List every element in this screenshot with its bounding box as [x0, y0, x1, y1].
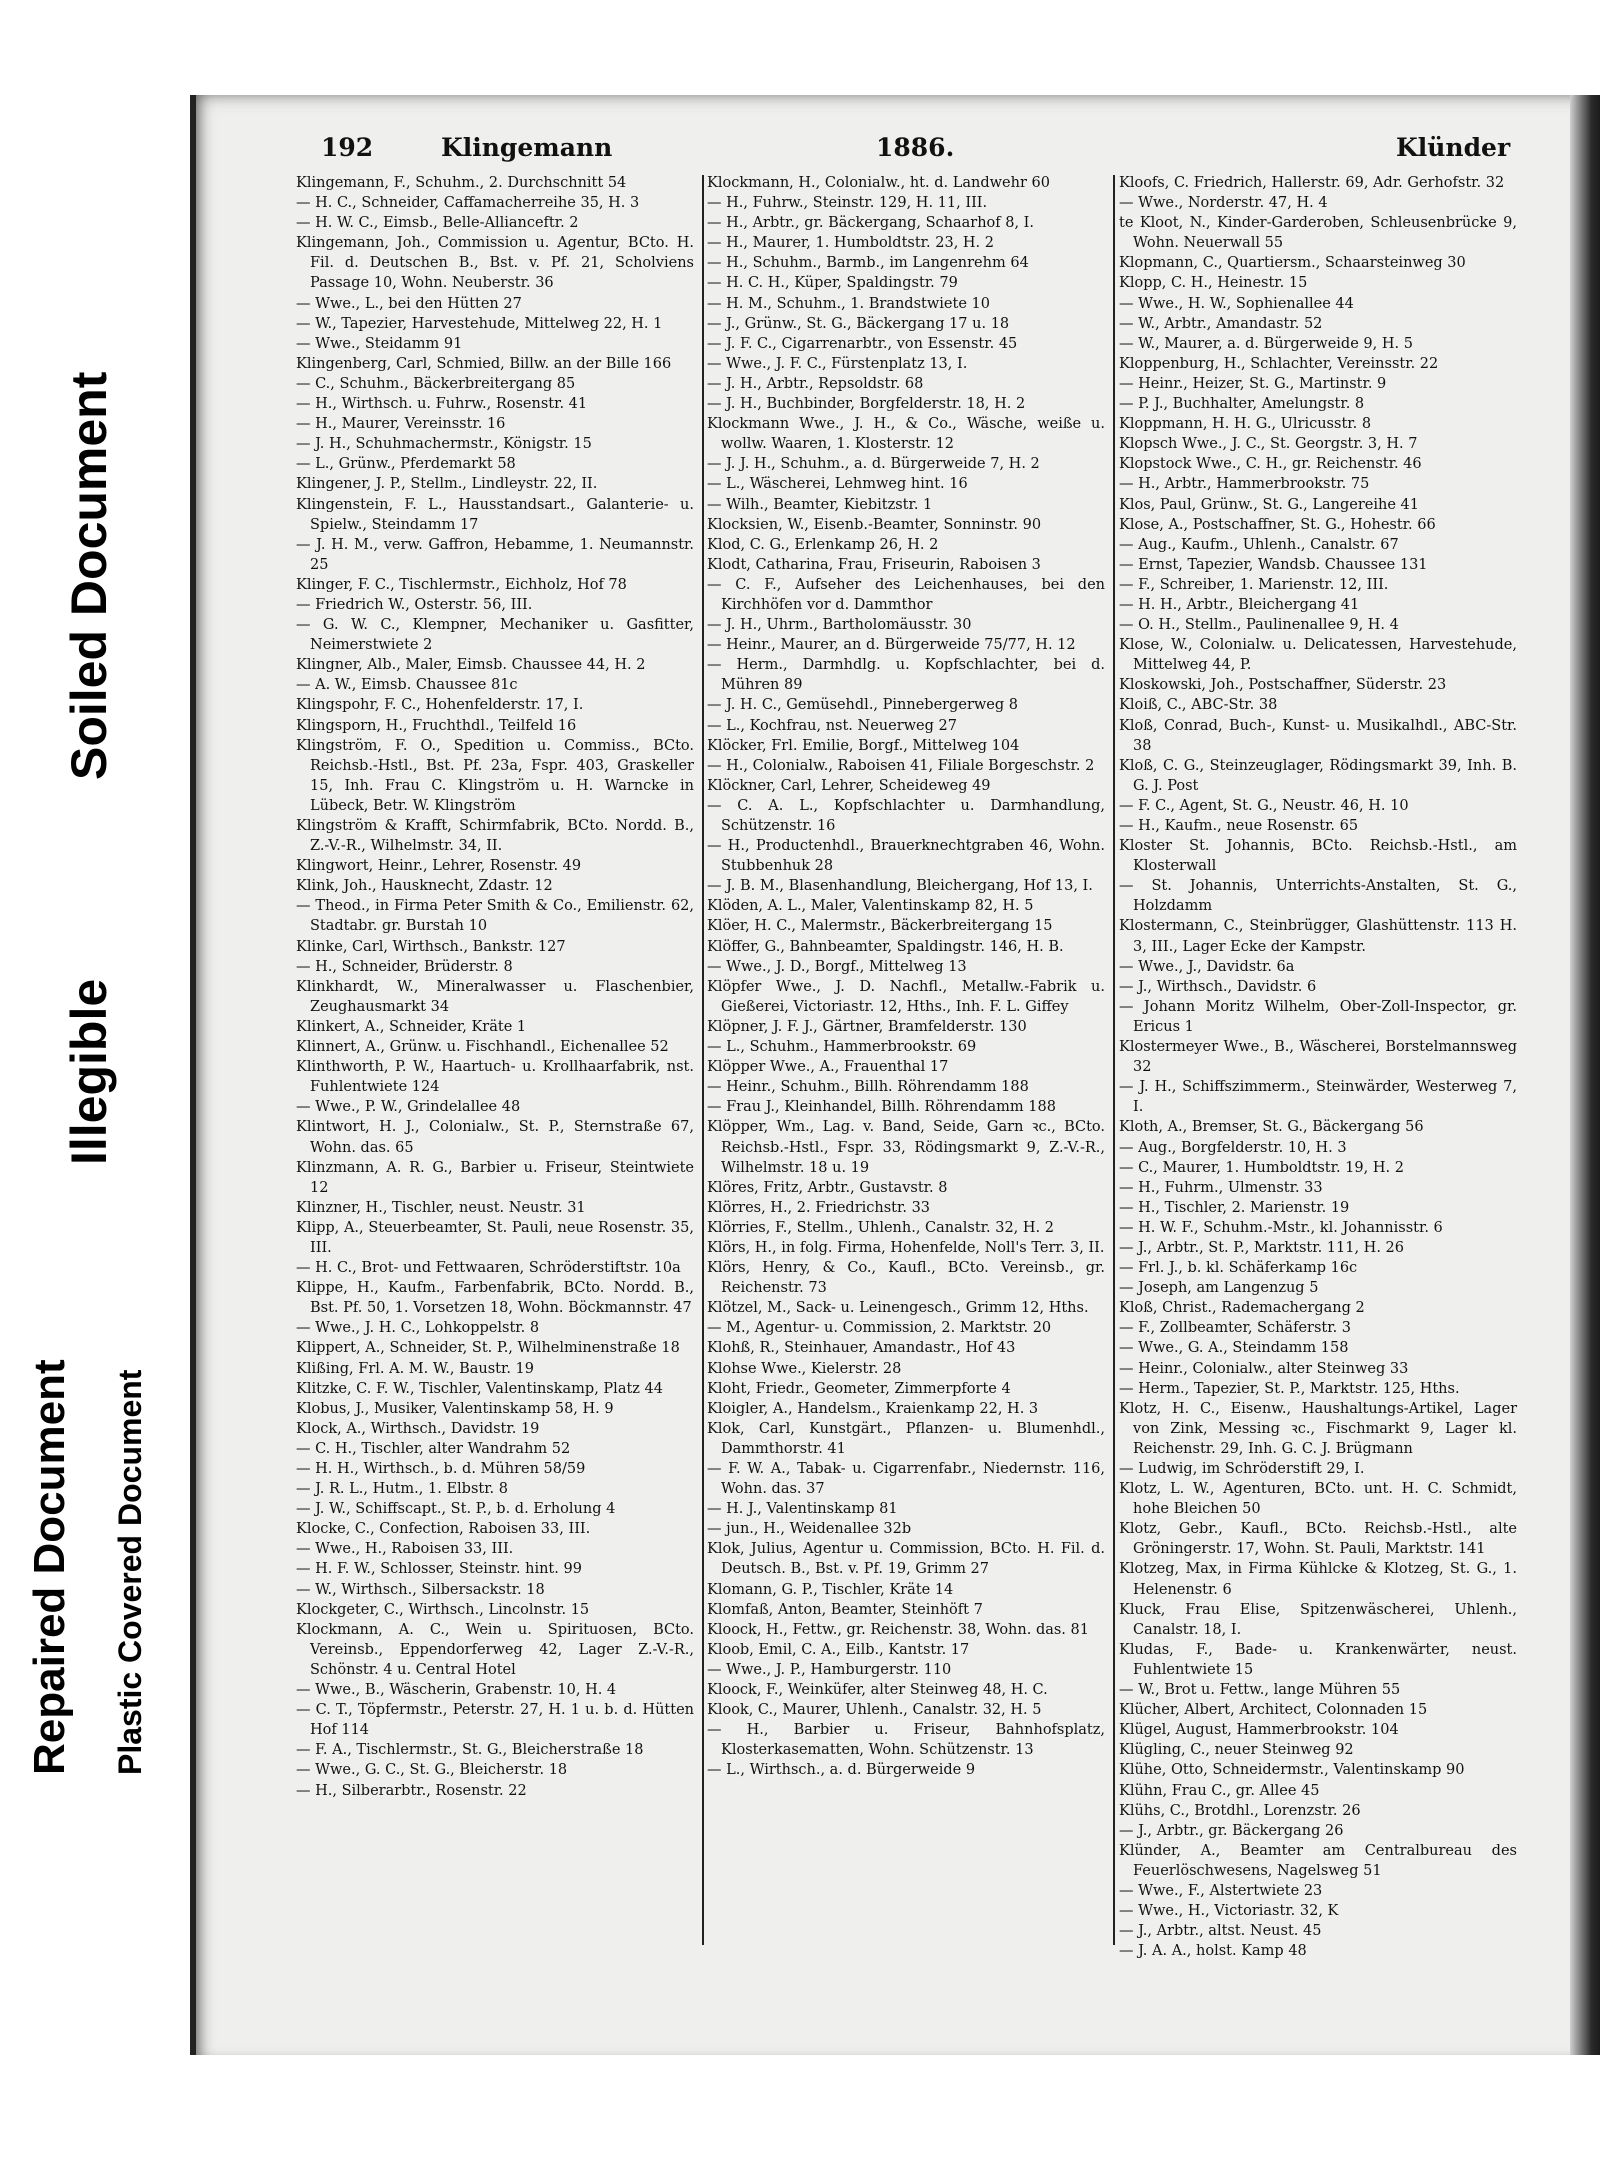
directory-entry: — H., Fuhrm., Ulmenstr. 33: [1119, 1179, 1323, 1196]
directory-entry: Klingemann, Joh., Commission u. Agentur, BCto. H. Fil. d. Deutschen B., Bst. v. Pf. 21, Scholviens Passage 10, Wohn. Neuberstr. 36: [296, 235, 694, 292]
directory-entry: — J., Arbtr., St. P., Marktstr. 111, H. 26: [1119, 1239, 1404, 1256]
directory-entry: — Wwe., G. A., Steindamm 158: [1119, 1340, 1349, 1357]
directory-entry: — J. H., Arbtr., Repsoldstr. 68: [707, 375, 924, 392]
directory-entry: — H., Barbier u. Friseur, Bahnhofsplatz, Klosterkasematten, Wohn. Schützenstr. 13: [707, 1722, 1105, 1759]
directory-entry: Klörs, H., in folg. Firma, Hohenfelde, Noll's Terr. 3, II.: [707, 1239, 1105, 1256]
directory-entry: — G. W. C., Klempner, Mechaniker u. Gasfitter, Neimerstwiete 2: [296, 617, 694, 654]
directory-entry: — H. M., Schuhm., 1. Brandstwiete 10: [707, 295, 990, 312]
directory-entry: Klingener, J. P., Stellm., Lindleystr. 22, II.: [296, 476, 598, 493]
directory-entry: — Wwe., L., bei den Hütten 27: [296, 295, 522, 312]
directory-entry: Klotz, L. W., Agenturen, BCto. unt. H. C. Schmidt, hohe Bleichen 50: [1119, 1481, 1517, 1518]
directory-entry: — Wwe., J. F. C., Fürstenplatz 13, I.: [707, 355, 968, 372]
directory-entry: Klose, W., Colonialw. u. Delicatessen, Harvestehude, Mittelweg 44, P.: [1119, 637, 1517, 674]
directory-entry: Klockgeter, C., Wirthsch., Lincolnstr. 15: [296, 1601, 590, 1618]
plastic-covered-document-label: Plastic Covered Document: [112, 1369, 148, 1775]
directory-entry: — J. B. M., Blasenhandlung, Bleichergang, Hof 13, I.: [707, 878, 1093, 895]
directory-entry: Klinzmann, A. R. G., Barbier u. Friseur, Steintwiete 12: [296, 1159, 694, 1196]
directory-entry: Klinkert, A., Schneider, Kräte 1: [296, 1018, 527, 1035]
directory-entry: — C. A. L., Kopfschlachter u. Darmhandlung, Schützenstr. 16: [707, 797, 1105, 834]
directory-entry: — Frl. J., b. kl. Schäferkamp 16c: [1119, 1260, 1358, 1277]
directory-entry: Klippert, A., Schneider, St. P., Wilhelminenstraße 18: [296, 1340, 680, 1357]
header-right-word: Klünder: [1396, 133, 1511, 162]
directory-entry: — H., Arbtr., Hammerbrookstr. 75: [1119, 476, 1370, 493]
directory-entry: Klöckner, Carl, Lehrer, Scheideweg 49: [707, 777, 991, 794]
directory-entry: Klöpfer Wwe., J. D. Nachfl., Metallw.-Fabrik u. Gießerei, Victoriastr. 12, Hths., Inh. F. L. Giffey: [707, 978, 1105, 1015]
directory-entry: Kloß, Conrad, Buch-, Kunst- u. Musikalhdl., ABC-Str. 38: [1119, 717, 1517, 754]
directory-entry: Kludas, F., Bade- u. Krankenwärter, neust. Fuhlentwiete 15: [1119, 1641, 1517, 1678]
directory-entry: Klopsch Wwe., J. C., St. Georgstr. 3, H. 7: [1119, 436, 1418, 453]
directory-entry: — Herm., Darmhdlg. u. Kopfschlachter, bei d. Mühren 89: [707, 657, 1105, 694]
archive-side-labels: [0, 0, 190, 2177]
directory-entry: Klockmann, A. C., Wein u. Spirituosen, BCto. Vereinsb., Eppendorferweg 42, Lager Z.-V.-R., Schönstr. 4 u. Central Hotel: [296, 1621, 694, 1678]
directory-entry: Klok, Carl, Kunstgärt., Pflanzen- u. Blumenhdl., Dammthorstr. 41: [707, 1420, 1105, 1457]
directory-entry: Klocke, C., Confection, Raboisen 33, III.: [296, 1521, 591, 1538]
directory-column-3: [1119, 173, 1517, 1961]
directory-entry: Klöden, A. L., Maler, Valentinskamp 82, H. 5: [707, 898, 1034, 915]
directory-entry: Klörres, H., 2. Friedrichstr. 33: [707, 1199, 931, 1216]
directory-entry: — J. H., Buchbinder, Borgfelderstr. 18, H. 2: [707, 396, 1026, 413]
directory-entry: Kloob, Emil, C. A., Eilb., Kantstr. 17: [707, 1641, 970, 1658]
directory-entry: Klöcker, Frl. Emilie, Borgf., Mittelweg 104: [707, 737, 1020, 754]
directory-entry: — H. H., Arbtr., Bleichergang 41: [1119, 596, 1360, 613]
directory-entry: Kloht, Friedr., Geometer, Zimmerpforte 4: [707, 1380, 1011, 1397]
directory-entry: — L., Schuhm., Hammerbrookstr. 69: [707, 1039, 977, 1056]
directory-entry: Klomann, G. P., Tischler, Kräte 14: [707, 1581, 954, 1598]
directory-entry: Kloß, Christ., Rademachergang 2: [1119, 1300, 1365, 1317]
directory-entry: Klinger, F. C., Tischlermstr., Eichholz, Hof 78: [296, 576, 627, 593]
directory-entry: Klingspohr, F. C., Hohenfelderstr. 17, I.: [296, 697, 584, 714]
directory-entry: — L., Wäscherei, Lehmweg hint. 16: [707, 476, 968, 493]
directory-entry: — H. H., Wirthsch., b. d. Mühren 58/59: [296, 1461, 586, 1477]
directory-entry: — W., Arbtr., Amandastr. 52: [1119, 315, 1323, 332]
directory-entry: — Ernst, Tapezier, Wandsb. Chaussee 131: [1119, 556, 1428, 573]
directory-entry: — H. C., Brot- und Fettwaaren, Schröderstiftstr. 10a: [296, 1260, 681, 1277]
directory-entry: Klopp, C. H., Heinestr. 15: [1119, 275, 1308, 292]
header-left-word: Klingemann: [441, 133, 613, 162]
directory-entry: — Wwe., Steidamm 91: [296, 335, 463, 352]
directory-entry: Klink, Joh., Hausknecht, Zdastr. 12: [296, 878, 553, 895]
directory-entry: Klitzke, C. F. W., Tischler, Valentinskamp, Platz 44: [296, 1380, 663, 1397]
directory-entry: — Wwe., J. D., Borgf., Mittelweg 13: [707, 958, 967, 975]
page-number: 192: [321, 133, 374, 162]
directory-entry: — J. R. L., Hutm., 1. Elbstr. 8: [296, 1481, 508, 1498]
directory-entry: — H. F. W., Schlosser, Steinstr. hint. 99: [296, 1561, 582, 1578]
directory-entry: — F. W. A., Tabak- u. Cigarrenfabr., Niedernstr. 116, Wohn. das. 37: [707, 1461, 1105, 1498]
directory-entry: — W., Tapezier, Harvestehude, Mittelweg 22, H. 1: [296, 315, 663, 332]
directory-entry: — C., Maurer, 1. Humboldtstr. 19, H. 2: [1119, 1159, 1404, 1176]
directory-entry: Kloock, F., Weinküfer, alter Steinweg 48, H. C.: [707, 1682, 1048, 1699]
directory-entry: Kloiß, C., ABC-Str. 38: [1119, 697, 1278, 714]
directory-entry: Klügling, C., neuer Steinweg 92: [1119, 1742, 1354, 1759]
directory-entry: Klörs, Henry, & Co., Kaufl., BCto. Vereinsb., gr. Reichenstr. 73: [707, 1260, 1105, 1297]
directory-entry: — Aug., Kaufm., Uhlenh., Canalstr. 67: [1119, 536, 1399, 553]
directory-entry: — Wwe., H., Victoriastr. 32, K: [1119, 1903, 1339, 1920]
directory-entry: — H., Silberarbtr., Rosenstr. 22: [296, 1782, 527, 1799]
directory-entry: Klinke, Carl, Wirthsch., Bankstr. 127: [296, 938, 566, 955]
directory-entry: — J., Arbtr., gr. Bäckergang 26: [1119, 1822, 1344, 1839]
directory-entry: — F., Schreiber, 1. Marienstr. 12, III.: [1119, 576, 1389, 593]
column-rule-1: [702, 175, 704, 1945]
directory-entry: Klostermann, C., Steinbrügger, Glashüttenstr. 113 H. 3, III., Lager Ecke der Kampstr.: [1119, 918, 1517, 955]
directory-entry: — Wwe., H., Raboisen 33, III.: [296, 1541, 514, 1558]
directory-entry: — Aug., Borgfelderstr. 10, H. 3: [1119, 1139, 1347, 1156]
directory-entry: — W., Brot u. Fettw., lange Mühren 55: [1119, 1682, 1401, 1699]
directory-entry: Klinnert, A., Grünw. u. Fischhandl., Eichenallee 52: [296, 1039, 669, 1056]
directory-entry: Klinthworth, P. W., Haartuch- u. Krollhaarfabrik, nst. Fuhlentwiete 124: [296, 1059, 694, 1096]
directory-entry: — St. Johannis, Unterrichts-Anstalten, St. G., Holzdamm: [1119, 878, 1517, 915]
directory-entry: — Wwe., G. C., St. G., Bleicherstr. 18: [296, 1762, 568, 1779]
directory-entry: Klöer, H. C., Malermstr., Bäckerbreitergang 15: [707, 918, 1053, 935]
directory-entry: Klöpper, Wm., Lag. v. Band, Seide, Garn ꝛc., BCto. Reichsb.-Hstl., Fspr. 33, Rödingsmarkt 9, Z.-V.-R., Wilhelmstr. 18 u. 19: [707, 1119, 1105, 1176]
directory-entry: Klomfaß, Anton, Beamter, Steinhöft 7: [707, 1601, 983, 1618]
directory-entry: — H. J., Valentinskamp 81: [707, 1501, 898, 1518]
directory-entry: Kloskowski, Joh., Postschaffner, Süderstr. 23: [1119, 677, 1447, 694]
directory-entry: — C. H., Tischler, alter Wandrahm 52: [296, 1440, 571, 1457]
directory-entry: Klingenberg, Carl, Schmied, Billw. an der Bille 166: [296, 355, 672, 372]
directory-entry: Klotz, Gebr., Kaufl., BCto. Reichsb.-Hstl., alte Gröningerstr. 17, Wohn. St. Pauli, Marktstr. 141: [1119, 1521, 1517, 1558]
directory-entry: Kloppenburg, H., Schlachter, Vereinsstr. 22: [1119, 355, 1439, 372]
directory-entry: — Johann Moritz Wilhelm, Ober-Zoll-Inspector, gr. Ericus 1: [1119, 998, 1517, 1035]
directory-entry: Kloock, H., Fettw., gr. Reichenstr. 38, Wohn. das. 81: [707, 1621, 1089, 1638]
directory-entry: Klintwort, H. J., Colonialw., St. P., Sternstraße 67, Wohn. das. 65: [296, 1119, 694, 1156]
directory-entry: — H., Fuhrw., Steinstr. 129, H. 11, III.: [707, 195, 988, 212]
directory-entry: — F., Zollbeamter, Schäferstr. 3: [1119, 1320, 1352, 1337]
directory-entry: Klockmann, H., Colonialw., ht. d. Landwehr 60: [707, 175, 1050, 191]
column-rule-2: [1113, 175, 1115, 1945]
repaired-document-label: Repaired Document: [25, 1359, 74, 1775]
directory-column-1: [296, 173, 694, 1801]
directory-entry: — L., Wirthsch., a. d. Bürgerweide 9: [707, 1762, 976, 1779]
directory-page: [190, 95, 1600, 2055]
directory-entry: — Wwe., J. H. C., Lohkoppelstr. 8: [296, 1320, 540, 1337]
directory-entry: Klingemann, F., Schuhm., 2. Durchschnitt 54: [296, 175, 627, 191]
directory-entry: Klopmann, C., Quartiersm., Schaarsteinweg 30: [1119, 255, 1466, 272]
page-edge-shadow: [1570, 95, 1600, 2055]
directory-entry: — J. H. C., Gemüsehdl., Pinnebergerweg 8: [707, 697, 1018, 714]
directory-entry: — Wwe., J. P., Hamburgerstr. 110: [707, 1661, 952, 1678]
directory-entry: — H., Productenhdl., Brauerknechtgraben 46, Wohn. Stubbenhuk 28: [707, 838, 1105, 875]
header-year: 1886.: [876, 133, 955, 162]
directory-entry: Klügel, August, Hammerbrookstr. 104: [1119, 1722, 1399, 1739]
directory-entry: Klöpner, J. F. J., Gärtner, Bramfelderstr. 130: [707, 1018, 1027, 1035]
directory-entry: — Heinr., Heizer, St. G., Martinstr. 9: [1119, 375, 1387, 392]
directory-entry: — Theod., in Firma Peter Smith & Co., Emilienstr. 62, Stadtabr. gr. Burstah 10: [296, 898, 694, 935]
directory-entry: — Wwe., J., Davidstr. 6a: [1119, 958, 1295, 975]
directory-entry: — Wwe., F., Alstertwiete 23: [1119, 1882, 1323, 1899]
directory-entry: Klok, Julius, Agentur u. Commission, BCto. H. Fil. d. Deutsch. B., Bst. v. Pf. 19, Grimm 27: [707, 1541, 1105, 1578]
directory-entry: — H., Maurer, 1. Humboldtstr. 23, H. 2: [707, 235, 994, 252]
directory-entry: — O. H., Stellm., Paulinenallee 9, H. 4: [1119, 617, 1399, 634]
directory-entry: — Herm., Tapezier, St. P., Marktstr. 125, Hths.: [1119, 1380, 1460, 1397]
directory-entry: — Wwe., B., Wäscherin, Grabenstr. 10, H. 4: [296, 1682, 617, 1699]
directory-entry: — W., Wirthsch., Silbersackstr. 18: [296, 1581, 545, 1598]
directory-entry: — H., Schneider, Brüderstr. 8: [296, 958, 513, 975]
directory-entry: — C., Schuhm., Bäckerbreitergang 85: [296, 375, 576, 392]
directory-entry: Klühs, C., Brotdhl., Lorenzstr. 26: [1119, 1802, 1361, 1819]
directory-entry: — H., Colonialw., Raboisen 41, Filiale Borgeschstr. 2: [707, 757, 1095, 774]
directory-entry: Klobus, J., Musiker, Valentinskamp 58, H. 9: [296, 1400, 614, 1417]
directory-entry: Klos, Paul, Grünw., St. G., Langereihe 41: [1119, 496, 1419, 513]
directory-entry: Klipp, A., Steuerbeamter, St. Pauli, neue Rosenstr. 35, III.: [296, 1219, 694, 1256]
directory-entry: — J. H., Schiffszimmerm., Steinwärder, Westerweg 7, I.: [1119, 1079, 1517, 1116]
directory-entry: — W., Maurer, a. d. Bürgerweide 9, H. 5: [1119, 335, 1413, 352]
directory-entry: — Ludwig, im Schröderstift 29, I.: [1119, 1461, 1365, 1477]
directory-entry: Klingner, Alb., Maler, Eimsb. Chaussee 44, H. 2: [296, 657, 646, 674]
directory-entry: — H. C., Schneider, Caffamacherreihe 35, H. 3: [296, 195, 640, 212]
directory-entry: — L., Grünw., Pferdemarkt 58: [296, 456, 516, 473]
directory-entry: — J., Wirthsch., Davidstr. 6: [1119, 978, 1317, 995]
directory-entry: Klingström & Krafft, Schirmfabrik, BCto. Nordd. B., Z.-V.-R., Wilhelmstr. 34, II.: [296, 818, 694, 855]
directory-entry: — C. F., Aufseher des Leichenhauses, bei den Kirchhöfen vor d. Dammthor: [707, 576, 1105, 613]
directory-entry: — L., Kochfrau, nst. Neuerweg 27: [707, 717, 957, 734]
directory-entry: — J., Grünw., St. G., Bäckergang 17 u. 18: [707, 315, 1010, 332]
directory-entry: Klodt, Catharina, Frau, Friseurin, Raboisen 3: [707, 556, 1041, 573]
directory-entry: — J. F. C., Cigarrenarbtr., von Essenstr. 45: [707, 335, 1018, 352]
page-header: [321, 133, 1551, 169]
directory-entry: Klinzner, H., Tischler, neust. Neustr. 31: [296, 1199, 586, 1216]
directory-entry: — Wwe., P. W., Grindelallee 48: [296, 1099, 521, 1116]
directory-entry: — jun., H., Weidenallee 32b: [707, 1521, 912, 1538]
directory-entry: Klotzeg, Max, in Firma Kühlcke & Klotzeg, St. G., 1. Helenenstr. 6: [1119, 1561, 1517, 1598]
directory-entry: Klostermeyer Wwe., B., Wäscherei, Borstelmannsweg 32: [1119, 1039, 1517, 1076]
directory-entry: Klingsporn, H., Fruchthdl., Teilfeld 16: [296, 717, 577, 734]
directory-entry: Klöffer, G., Bahnbeamter, Spaldingstr. 146, H. B.: [707, 938, 1064, 955]
directory-entry: Kloigler, A., Handelsm., Kraienkamp 22, H. 3: [707, 1400, 1039, 1417]
directory-entry: Klinkhardt, W., Mineralwasser u. Flaschenbier, Zeughausmarkt 34: [296, 978, 694, 1015]
directory-entry: Kluck, Frau Elise, Spitzenwäscherei, Uhlenh., Canalstr. 18, I.: [1119, 1601, 1517, 1638]
directory-entry: — M., Agentur- u. Commission, 2. Marktstr. 20: [707, 1320, 1052, 1337]
directory-entry: Klöpper Wwe., A., Frauenthal 17: [707, 1059, 949, 1076]
soiled-document-label: Soiled Document: [61, 371, 117, 780]
directory-entry: Klünder, A., Beamter am Centralbureau des Feuerlöschwesens, Nagelsweg 51: [1119, 1842, 1517, 1879]
directory-entry: Klopstock Wwe., C. H., gr. Reichenstr. 46: [1119, 456, 1422, 473]
directory-entry: Klocksien, W., Eisenb.-Beamter, Sonninstr. 90: [707, 516, 1042, 533]
directory-entry: — J. J. H., Schuhm., a. d. Bürgerweide 7, H. 2: [707, 456, 1040, 473]
directory-entry: — J. H., Schuhmachermstr., Königstr. 15: [296, 436, 592, 453]
directory-entry: — J., Arbtr., altst. Neust. 45: [1119, 1923, 1322, 1940]
illegible-label: Illegible: [61, 978, 117, 1165]
directory-entry: Klotz, H. C., Eisenw., Haushaltungs-Artikel, Lager von Zink, Messing ꝛc., Fischmarkt 9, Lager kl. Reichenstr. 29, Inh. G. C. J. Brügmann: [1119, 1400, 1517, 1457]
directory-entry: Klörries, F., Stellm., Uhlenh., Canalstr. 32, H. 2: [707, 1219, 1054, 1236]
directory-entry: Klockmann Wwe., J. H., & Co., Wäsche, weiße u. wollw. Waaren, 1. Klosterstr. 12: [707, 416, 1105, 453]
directory-entry: — Wwe., H. W., Sophienallee 44: [1119, 295, 1354, 312]
directory-entry: — Friedrich W., Osterstr. 56, III.: [296, 596, 533, 613]
directory-entry: — Wwe., Norderstr. 47, H. 4: [1119, 195, 1328, 212]
directory-entry: Klötzel, M., Sack- u. Leinengesch., Grimm 12, Hths.: [707, 1300, 1089, 1317]
directory-entry: Kloster St. Johannis, BCto. Reichsb.-Hstl., am Klosterwall: [1119, 838, 1517, 875]
directory-entry: — H., Tischler, 2. Marienstr. 19: [1119, 1199, 1350, 1216]
directory-entry: — J. W., Schiffscapt., St. P., b. d. Erholung 4: [296, 1501, 616, 1518]
directory-entry: Klingwort, Heinr., Lehrer, Rosenstr. 49: [296, 858, 582, 875]
directory-entry: — Heinr., Schuhm., Billh. Röhrendamm 188: [707, 1079, 1029, 1096]
directory-entry: Klißing, Frl. A. M. W., Baustr. 19: [296, 1360, 534, 1377]
directory-column-2: [707, 173, 1105, 1781]
directory-entry: — J. A. A., holst. Kamp 48: [1119, 1943, 1307, 1960]
directory-entry: Kloth, A., Bremser, St. G., Bäckergang 56: [1119, 1119, 1424, 1136]
directory-entry: Klod, C. G., Erlenkamp 26, H. 2: [707, 536, 939, 553]
directory-entry: — Joseph, am Langenzug 5: [1119, 1280, 1319, 1297]
directory-entry: — J. H. M., verw. Gaffron, Hebamme, 1. Neumannstr. 25: [296, 536, 694, 573]
directory-entry: Klohß, R., Steinhauer, Amandastr., Hof 43: [707, 1340, 1016, 1357]
directory-entry: — P. J., Buchhalter, Amelungstr. 8: [1119, 396, 1365, 413]
directory-entry: Kloß, C. G., Steinzeuglager, Rödingsmarkt 39, Inh. B. G. J. Post: [1119, 757, 1517, 794]
directory-entry: — F. C., Agent, St. G., Neustr. 46, H. 10: [1119, 797, 1409, 814]
directory-entry: Klingström, F. O., Spedition u. Commiss., BCto. Reichsb.-Hstl., Bst. Pf. 23a, Fspr. 403, Graskeller 15, Inh. Frau C. Klingström u. H. Warncke in Lübeck, Betr. W. Klingström: [296, 737, 694, 814]
directory-entry: — H. W. C., Eimsb., Belle-Allianceftr. 2: [296, 215, 579, 232]
directory-entry: — H., Maurer, Vereinsstr. 16: [296, 416, 506, 433]
directory-entry: — H. W. F., Schuhm.-Mstr., kl. Johannisstr. 6: [1119, 1219, 1443, 1236]
directory-entry: Kloofs, C. Friedrich, Hallerstr. 69, Adr. Gerhofstr. 32: [1119, 175, 1505, 191]
directory-entry: — A. W., Eimsb. Chaussee 81c: [296, 677, 518, 694]
directory-entry: — Wilh., Beamter, Kiebitzstr. 1: [707, 496, 933, 513]
directory-entry: — C. T., Töpfermstr., Peterstr. 27, H. 1 u. b. d. Hütten Hof 114: [296, 1702, 694, 1739]
directory-entry: — Heinr., Colonialw., alter Steinweg 33: [1119, 1360, 1409, 1377]
directory-entry: Klippe, H., Kaufm., Farbenfabrik, BCto. Nordd. B., Bst. Pf. 50, 1. Vorsetzen 18, Wohn. Böckmannstr. 47: [296, 1280, 694, 1317]
directory-entry: te Kloot, N., Kinder-Garderoben, Schleusenbrücke 9, Wohn. Neuerwall 55: [1119, 215, 1517, 252]
directory-entry: Klock, A., Wirthsch., Davidstr. 19: [296, 1420, 540, 1437]
directory-entry: — H., Wirthsch. u. Fuhrw., Rosenstr. 41: [296, 396, 588, 413]
directory-entry: Klöres, Fritz, Arbtr., Gustavstr. 8: [707, 1179, 948, 1196]
directory-entry: — H. C. H., Küper, Spaldingstr. 79: [707, 275, 958, 292]
directory-entry: — H., Arbtr., gr. Bäckergang, Schaarhof 8, I.: [707, 215, 1035, 232]
directory-entry: — H., Schuhm., Barmb., im Langenrehm 64: [707, 255, 1029, 272]
directory-entry: Klücher, Albert, Architect, Colonnaden 15: [1119, 1702, 1428, 1719]
directory-entry: Klose, A., Postschaffner, St. G., Hohestr. 66: [1119, 516, 1436, 533]
directory-entry: Klühn, Frau C., gr. Allee 45: [1119, 1782, 1320, 1799]
directory-entry: — H., Kaufm., neue Rosenstr. 65: [1119, 818, 1359, 834]
directory-entry: Klohse Wwe., Kielerstr. 28: [707, 1360, 902, 1377]
directory-entry: — Frau J., Kleinhandel, Billh. Röhrendamm 188: [707, 1099, 1056, 1116]
directory-entry: — J. H., Uhrm., Bartholomäusstr. 30: [707, 617, 972, 634]
directory-entry: — Heinr., Maurer, an d. Bürgerweide 75/77, H. 12: [707, 637, 1076, 654]
directory-entry: Klook, C., Maurer, Uhlenh., Canalstr. 32, H. 5: [707, 1702, 1042, 1719]
directory-entry: Klingenstein, F. L., Hausstandsart., Galanterie- u. Spielw., Steindamm 17: [296, 496, 694, 533]
directory-entry: — F. A., Tischlermstr., St. G., Bleicherstraße 18: [296, 1742, 644, 1759]
directory-entry: Kloppmann, H. H. G., Ulricusstr. 8: [1119, 416, 1372, 433]
directory-entry: Klühe, Otto, Schneidermstr., Valentinskamp 90: [1119, 1762, 1465, 1779]
